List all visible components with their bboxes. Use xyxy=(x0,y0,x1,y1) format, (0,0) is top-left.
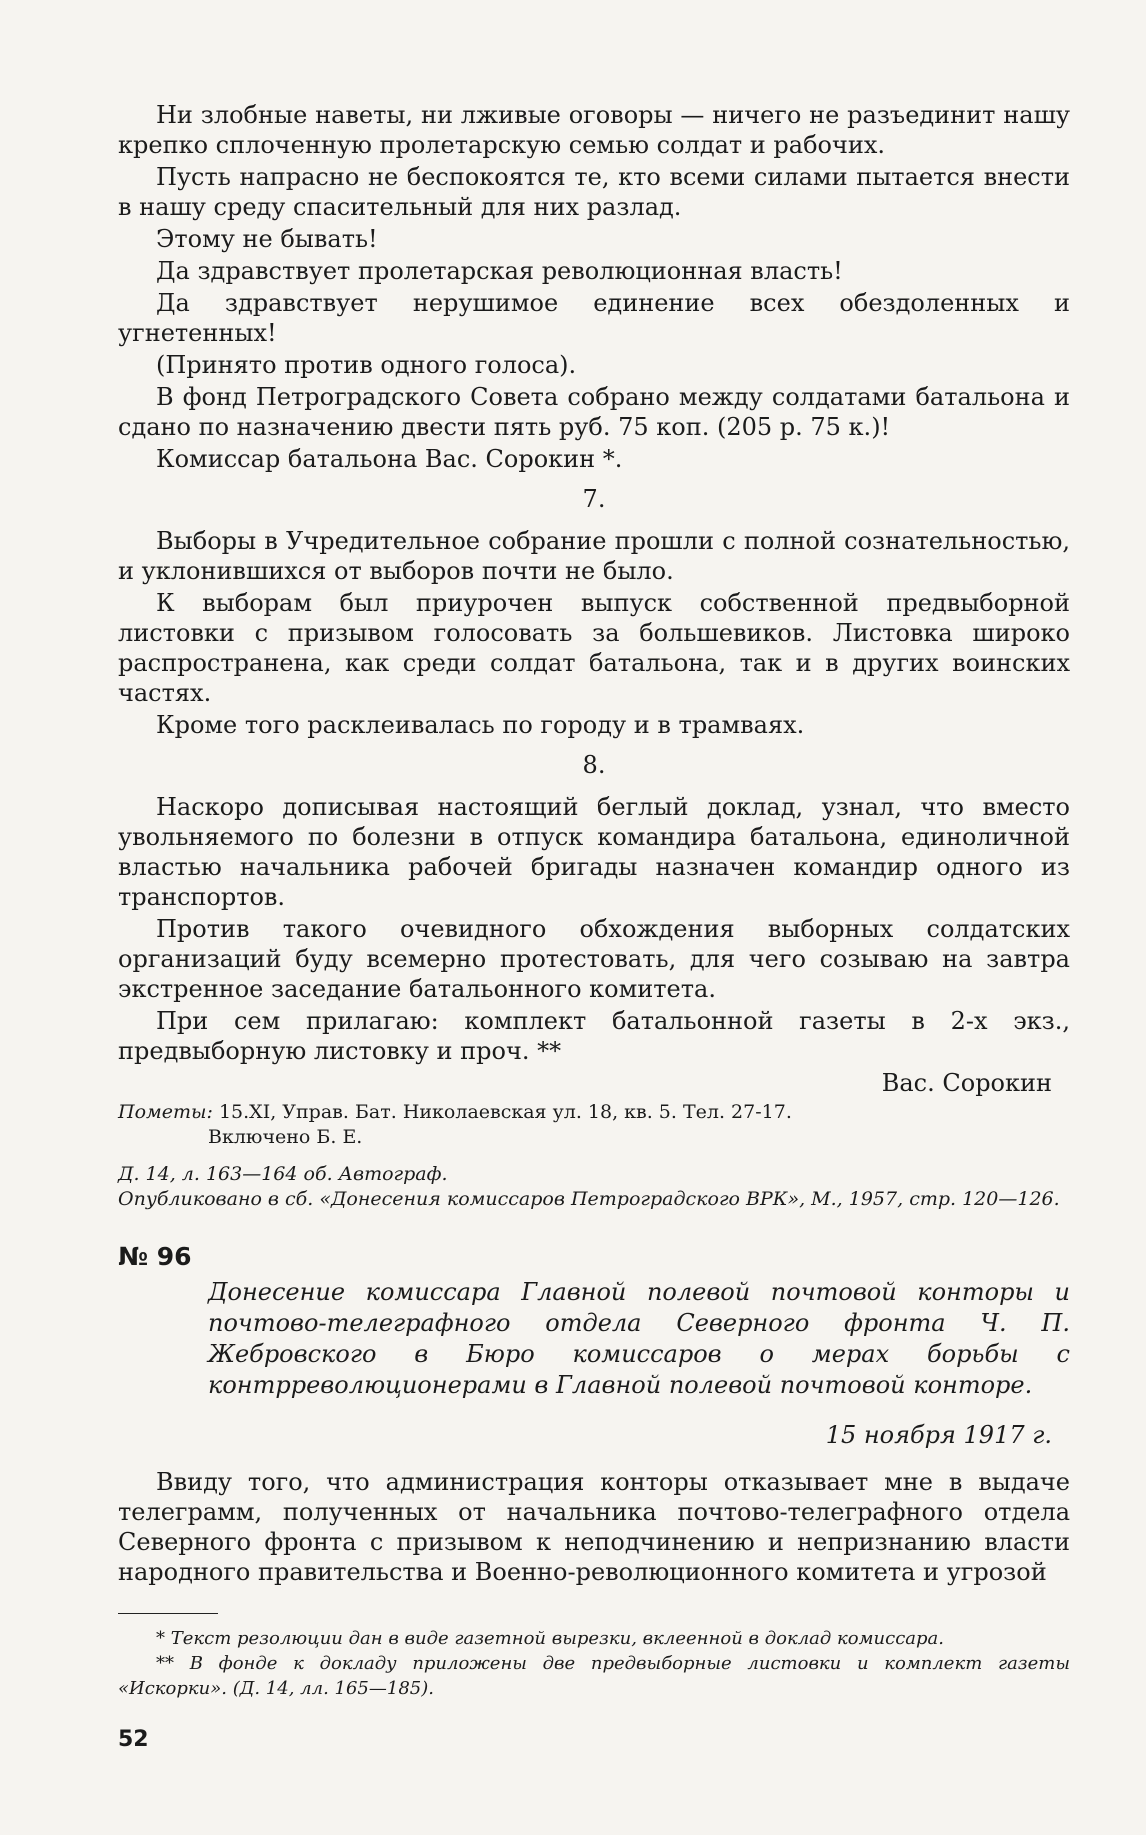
paragraph: Да здравствует нерушимое единение всех обездоленных и угнетенных! xyxy=(118,289,1070,347)
paragraph: Выборы в Учредительное собрание прошли с полной сознательностью, и уклонившихся от выборов почти не было. xyxy=(118,527,1070,585)
paragraph: Пусть напрасно не беспокоятся те, кто всеми силами пытается внести в нашу среду спасительный для них разлад. xyxy=(118,163,1070,221)
paragraph: Этому не бывать! xyxy=(156,225,378,253)
paragraph: Против такого очевидного обхождения выборных солдатских организаций буду всемерно протестовать, для чего созываю на завтра экстренное заседание батальонного комитета. xyxy=(118,915,1070,1003)
pomety-line-2: Включено Б. Е. xyxy=(208,1126,363,1148)
paragraph: При сем прилагаю: комплект батальонной газеты в 2-х экз., предвыборную листовку и проч. ** xyxy=(118,1007,1070,1065)
publication-note: Опубликовано в сб. «Донесения комиссаров Петроградского ВРК», М., 1957, стр. 120—126. xyxy=(118,1188,1060,1210)
paragraph: (Принято против одного голоса). xyxy=(156,351,577,379)
section-number-7: 7. xyxy=(582,485,606,513)
footnote: ** В фонде к докладу приложены две предвыборные листовки и комплект газеты «Искорки». (Д. 14, лл. 165—185). xyxy=(118,1653,1070,1699)
footnote-divider xyxy=(118,1613,218,1614)
paragraph: В фонд Петроградского Совета собрано между солдатами батальона и сдано по назначению двести пять руб. 75 коп. (205 р. 75 к.)! xyxy=(118,383,1070,441)
document-title: Донесение комиссара Главной полевой почтовой конторы и почтово-телеграфного отдела Северного фронта Ч. П. Жебровского в Бюро комиссаров о мерах борьбы с контрреволюционерами в Главной полевой почтовой конторе. xyxy=(208,1278,1070,1399)
document-body: Ввиду того, что администрация конторы отказывает мне в выдаче телеграмм, полученных от начальника почтово-телеграфного отдела Северного фронта с призывом к неподчинению и непризнанию власти народного правительства и Военно-революционного комитета и угрозой xyxy=(118,1468,1070,1586)
paragraph: Наскоро дописывая настоящий беглый доклад, узнал, что вместо увольняемого по болезни в отпуск командира батальона, единоличной властью начальника рабочей бригады назначен командир одного из транспортов. xyxy=(118,793,1070,911)
archive-source: Д. 14, л. 163—164 об. Автограф. xyxy=(118,1163,448,1185)
commissar-signature: Комиссар батальона Вас. Сорокин *. xyxy=(156,445,623,473)
document-page xyxy=(118,100,1070,1752)
paragraph: Да здравствует пролетарская революционная власть! xyxy=(156,257,843,285)
footnote: * Текст резолюции дан в виде газетной вырезки, вклеенной в доклад комиссара. xyxy=(156,1628,945,1649)
page-number: 52 xyxy=(118,1727,149,1752)
pomety-line xyxy=(118,1100,1070,1125)
pomety-label: Пометы: xyxy=(118,1101,213,1123)
section-number-8: 8. xyxy=(582,751,606,779)
paragraph: Кроме того расклеивалась по городу и в трамваях. xyxy=(156,711,805,739)
document-date: 15 ноября 1917 г. xyxy=(825,1421,1052,1449)
pomety-text: 15.XI, Управ. Бат. Николаевская ул. 18, кв. 5. Тел. 27-17. xyxy=(218,1101,792,1123)
paragraph: К выборам был приурочен выпуск собственной предвыборной листовки с призывом голосовать за большевиков. Листовка широко распространена, как среди солдат батальона, так и в других воинских частях. xyxy=(118,589,1070,707)
paragraph: Ни злобные наветы, ни лживые оговоры — ничего не разъединит нашу крепко сплоченную пролетарскую семью солдат и рабочих. xyxy=(118,101,1070,159)
signature: Вас. Сорокин xyxy=(881,1069,1052,1097)
document-number: № 96 xyxy=(118,1242,192,1271)
